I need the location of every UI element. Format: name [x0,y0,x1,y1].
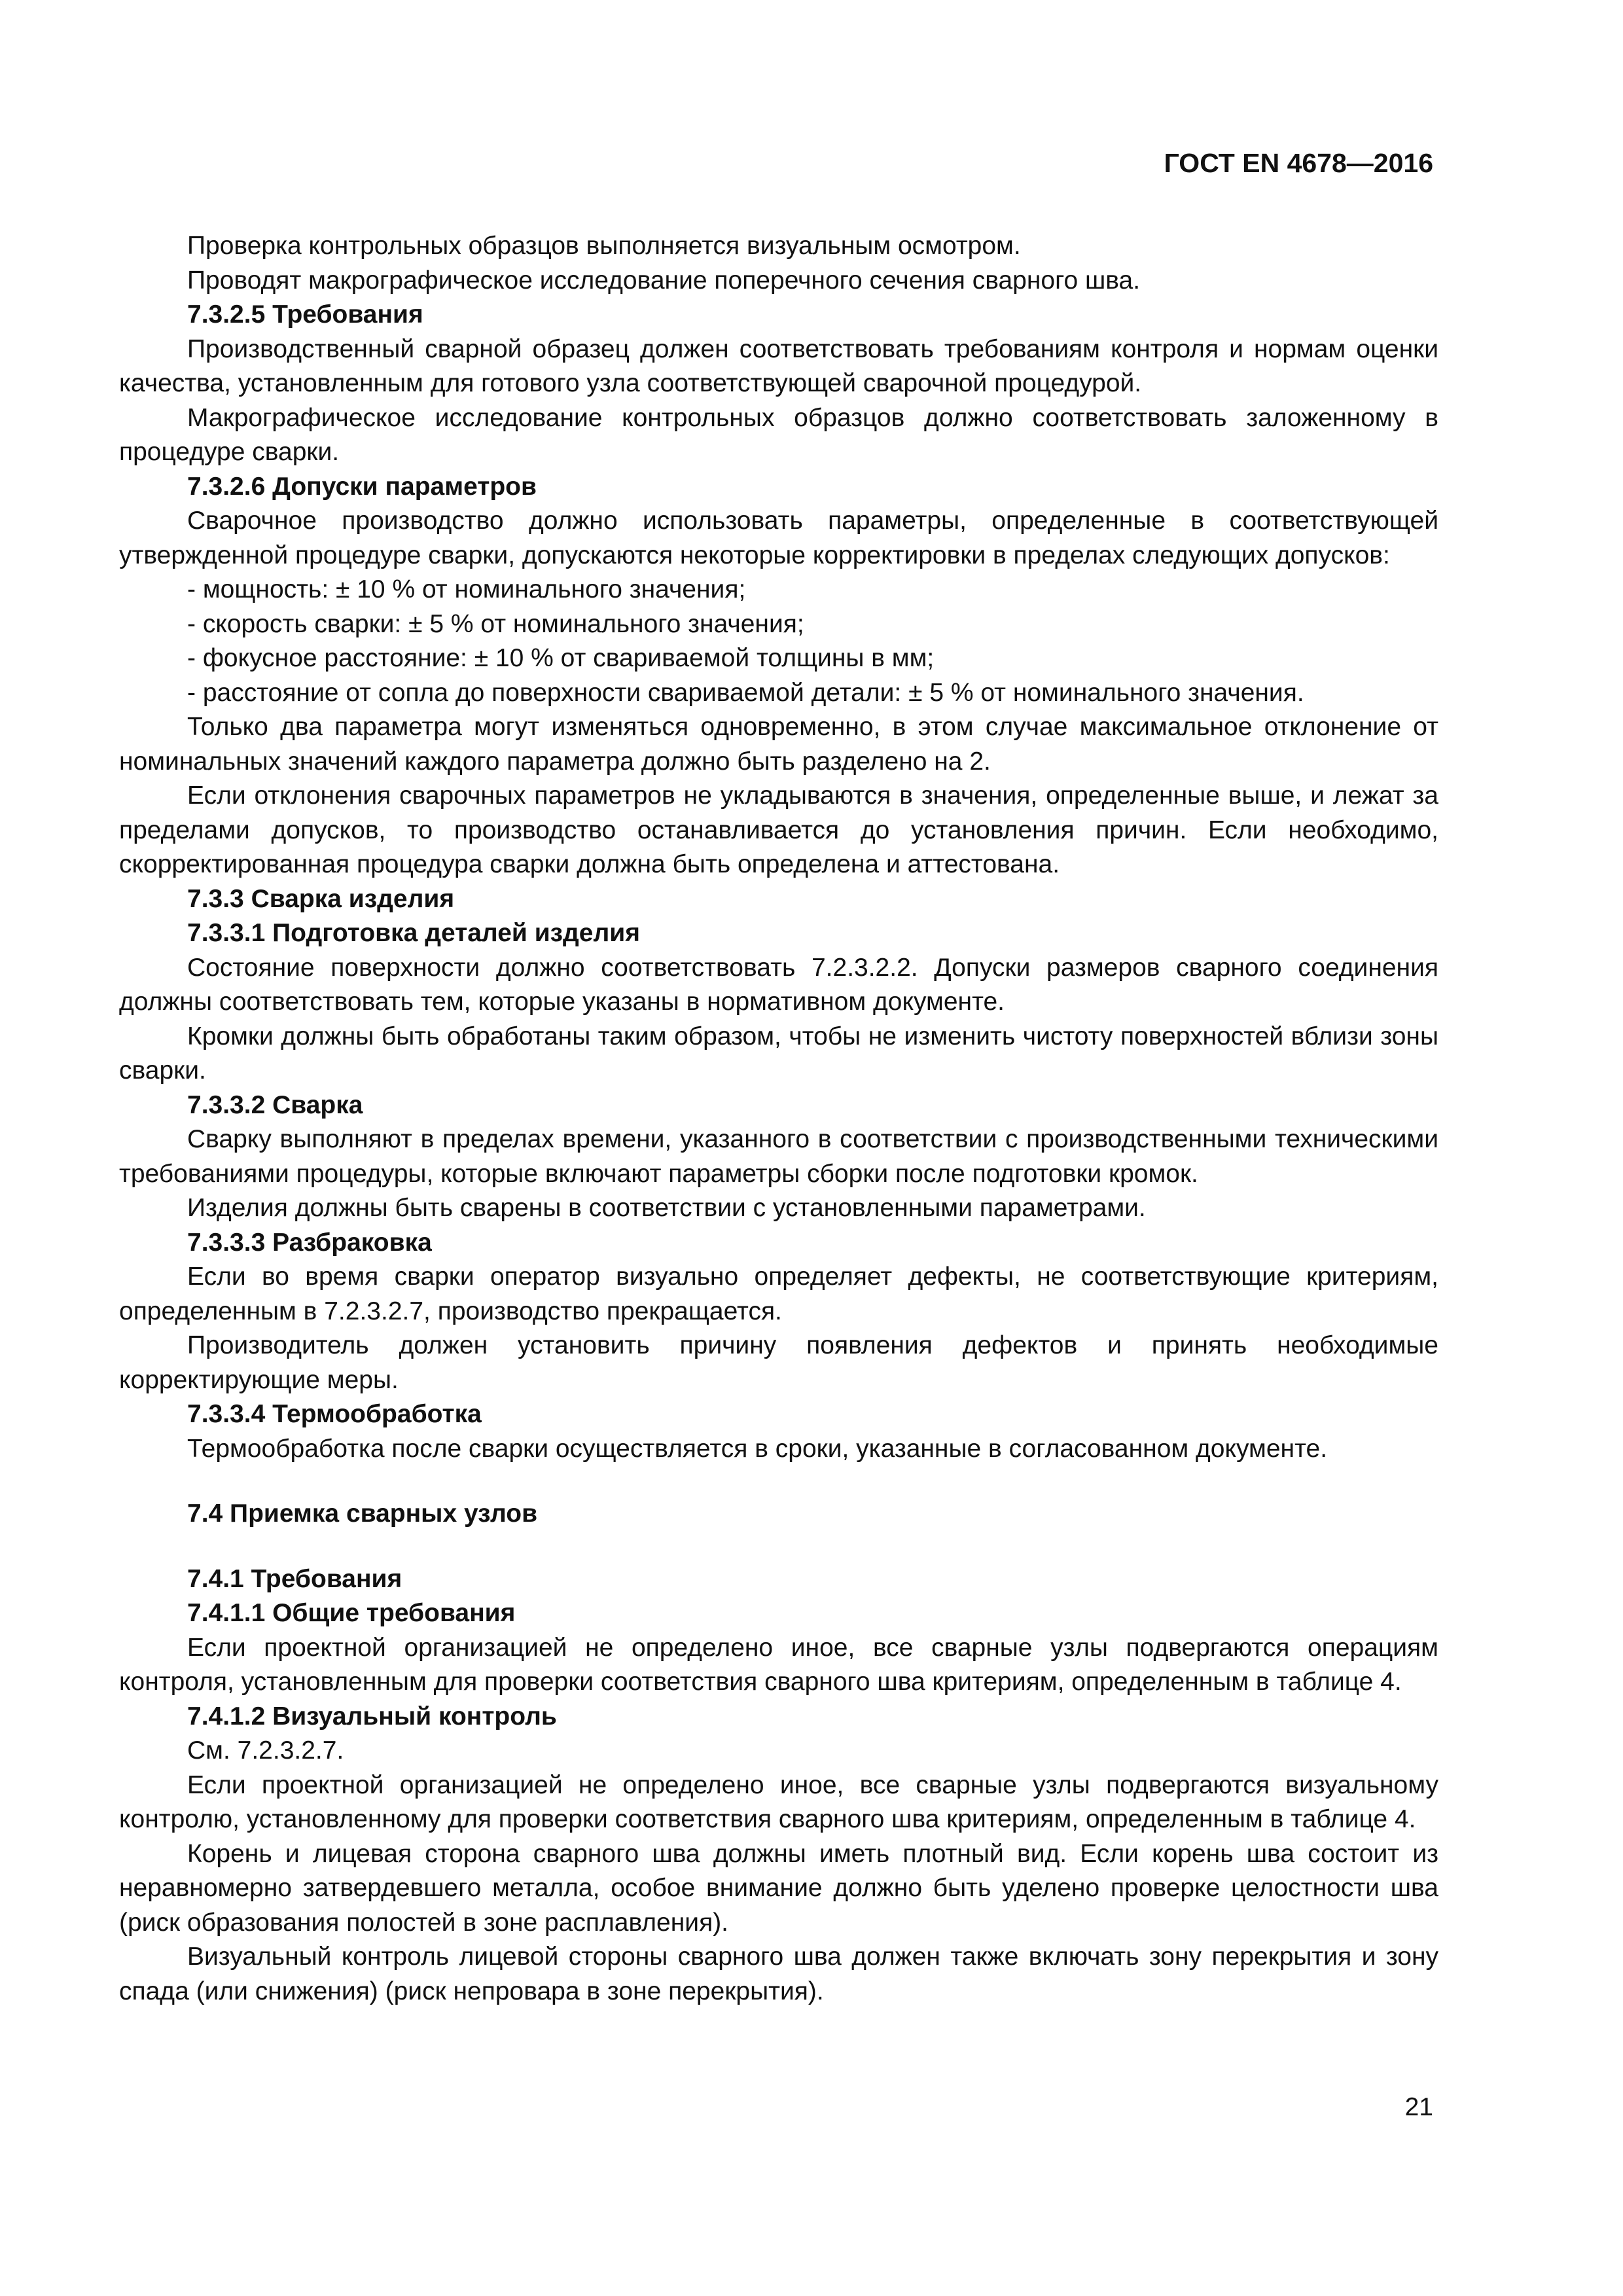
section-heading: 7.4.1.2 Визуальный контроль [187,1702,557,1731]
paragraph: Производственный сварной образец должен соответствовать требованиям контроля и нормам оценки качества, установленным для готового узла соответствующей сварочной процедурой. [119,334,1438,397]
paragraph: Если проектной организацией не определено иное, все сварные узлы подвергаются операциям контроля, установленным для проверки соответствия сварного шва критериям, определенным в таблице 4. [119,1633,1438,1696]
list-item: - расстояние от сопла до поверхности свариваемой детали: ± 5 % от номинального значения. [187,678,1304,707]
paragraph: Производитель должен установить причину появления дефектов и принять необходимые корректирующие меры. [119,1331,1438,1394]
section-heading: 7.3.3.3 Разбраковка [187,1228,432,1257]
paragraph: Изделия должны быть сварены в соответствии с установленными параметрами. [187,1194,1146,1222]
document-body [119,229,1438,2009]
paragraph: Сварочное производство должно использовать параметры, определенные в соответствующей утвержденной процедуре сварки, допускаются некоторые корректировки в пределах следующих допусков: [119,507,1438,569]
list-item: - скорость сварки: ± 5 % от номинального значения; [187,609,804,638]
page-number: 21 [1404,2093,1433,2121]
paragraph: Если во время сварки оператор визуально определяет дефекты, не соответствующие критериям, определенным в 7.2.3.2.7, производство прекращается. [119,1263,1438,1325]
paragraph: Проверка контрольных образцов выполняется визуальным осмотром. [187,232,1021,260]
list-item: - фокусное расстояние: ± 10 % от свариваемой толщины в мм; [187,644,935,672]
paragraph: Сварку выполняют в пределах времени, указанного в соответствии с производственными техническими требованиями процедуры, которые включают параметры сборки после подготовки кромок. [119,1125,1438,1188]
paragraph: Корень и лицевая сторона сварного шва должны иметь плотный вид. Если корень шва состоит из неравномерно затвердевшего металла, особое внимание должно быть уделено проверке целостности шва (риск образования полостей в зоне расплавления). [119,1839,1438,1937]
section-heading: 7.3.3.1 Подготовка деталей изделия [187,919,641,947]
list-item: - мощность: ± 10 % от номинального значения; [187,575,746,603]
section-heading: 7.3.3.4 Термообработка [187,1400,482,1428]
paragraph: Состояние поверхности должно соответствовать 7.2.3.2.2. Допуски размеров сварного соединения должны соответствовать тем, которые указаны в нормативном документе. [119,953,1438,1016]
paragraph: Если отклонения сварочных параметров не укладываются в значения, определенные выше, и лежат за пределами допусков, то производство останавливается до установления причин. Если необходимо, скорректированная процедура сварки должна быть определена и аттестована. [119,781,1438,878]
paragraph: Проводят макрографическое исследование поперечного сечения сварного шва. [187,266,1141,295]
paragraph: Кромки должны быть обработаны таким образом, чтобы не изменить чистоту поверхностей вблизи зоны сварки. [119,1022,1438,1085]
paragraph: Если проектной организацией не определено иное, все сварные узлы подвергаются визуальному контролю, установленному для проверки соответствия сварного шва критериям, определенным в таблице 4. [119,1770,1438,1833]
paragraph: Термообработка после сварки осуществляется в сроки, указанные в согласованном документе. [187,1434,1328,1463]
section-heading: 7.3.3 Сварка изделия [187,884,455,913]
paragraph: Макрографическое исследование контрольных образцов должно соответствовать заложенному в процедуре сварки. [119,403,1438,466]
section-heading: 7.3.2.6 Допуски параметров [187,472,537,501]
section-heading: 7.4.1.1 Общие требования [187,1599,516,1627]
section-heading: 7.4.1 Требования [187,1564,402,1593]
section-heading: 7.3.3.2 Сварка [187,1090,363,1119]
paragraph: Визуальный контроль лицевой стороны сварного шва должен также включать зону перекрытия и зону спада (или снижения) (риск непровара в зоне перекрытия). [119,1943,1438,2005]
section-heading: 7.4 Приемка сварных узлов [187,1499,538,1528]
document-header: ГОСТ EN 4678—2016 [1164,148,1433,178]
paragraph: Только два параметра могут изменяться одновременно, в этом случае максимальное отклонение от номинальных значений каждого параметра должно быть разделено на 2. [119,713,1438,776]
paragraph: См. 7.2.3.2.7. [187,1736,344,1765]
section-heading: 7.3.2.5 Требования [187,300,423,329]
